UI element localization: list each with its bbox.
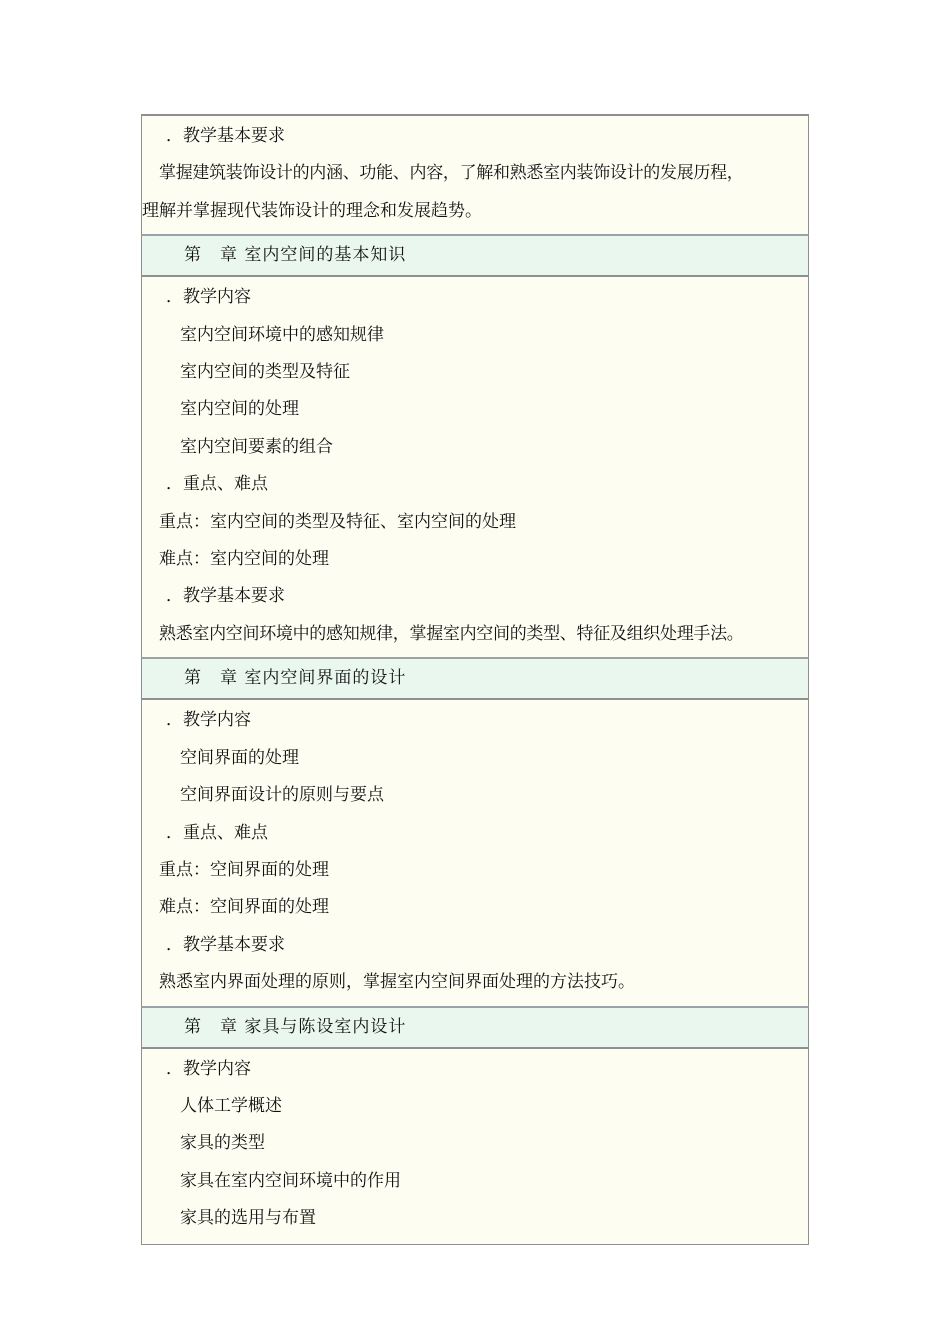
content-heading: ．教学内容 (166, 287, 251, 308)
content-item: 室内空间环境中的感知规律 (180, 324, 384, 345)
requirements-text-line: 熟悉室内空间环境中的感知规律，掌握室内空间的类型、特征及组织处理手法。 (159, 623, 744, 644)
chapter-body (141, 1047, 809, 1245)
requirements-heading: ．教学基本要求 (166, 934, 285, 955)
requirements-text-line: 理解并掌握现代装饰设计的理念和发展趋势。 (142, 200, 482, 221)
content-item: 室内空间的类型及特征 (180, 362, 350, 383)
content-item: 家具的类型 (180, 1133, 265, 1154)
key-points-heading: ．重点、难点 (166, 474, 268, 495)
content-item: 人体工学概述 (180, 1095, 282, 1116)
chapter-body (141, 275, 809, 658)
key-points-heading: ．重点、难点 (166, 822, 268, 843)
key-point: 重点：空间界面的处理 (159, 859, 329, 880)
content-item: 室内空间的处理 (180, 399, 299, 420)
content-heading: ．教学内容 (166, 710, 251, 731)
chapter-header (141, 657, 809, 699)
content-heading: ．教学内容 (166, 1058, 251, 1079)
chapter-body (141, 698, 809, 1006)
content-item: 空间界面设计的原则与要点 (180, 785, 384, 806)
content-item: 空间界面的处理 (180, 747, 299, 768)
content-item: 家具的选用与布置 (180, 1208, 316, 1229)
difficult-point: 难点：室内空间的处理 (159, 549, 329, 570)
difficult-point: 难点：空间界面的处理 (159, 897, 329, 918)
chapter-title: 第 章 室内空间界面的设计 (184, 668, 407, 689)
requirements-text-line: 熟悉室内界面处理的原则，掌握室内空间界面处理的方法技巧。 (159, 972, 635, 993)
chapter-header (141, 234, 809, 276)
chapter-title: 第 章 室内空间的基本知识 (184, 245, 407, 266)
chapter-title: 第 章 家具与陈设室内设计 (184, 1016, 407, 1037)
requirements-text-line: 掌握建筑装饰设计的内涵、功能、内容，了解和熟悉室内装饰设计的发展历程， (159, 163, 744, 184)
chapter-header (141, 1006, 809, 1048)
requirements-heading: ．教学基本要求 (166, 586, 285, 607)
intro-requirements-block (141, 114, 809, 235)
requirements-heading: ．教学基本要求 (166, 126, 285, 146)
content-item: 家具在室内空间环境中的作用 (180, 1170, 401, 1191)
key-point: 重点：室内空间的类型及特征、室内空间的处理 (159, 511, 516, 532)
content-item: 室内空间要素的组合 (180, 436, 333, 457)
syllabus-document (141, 114, 809, 1245)
